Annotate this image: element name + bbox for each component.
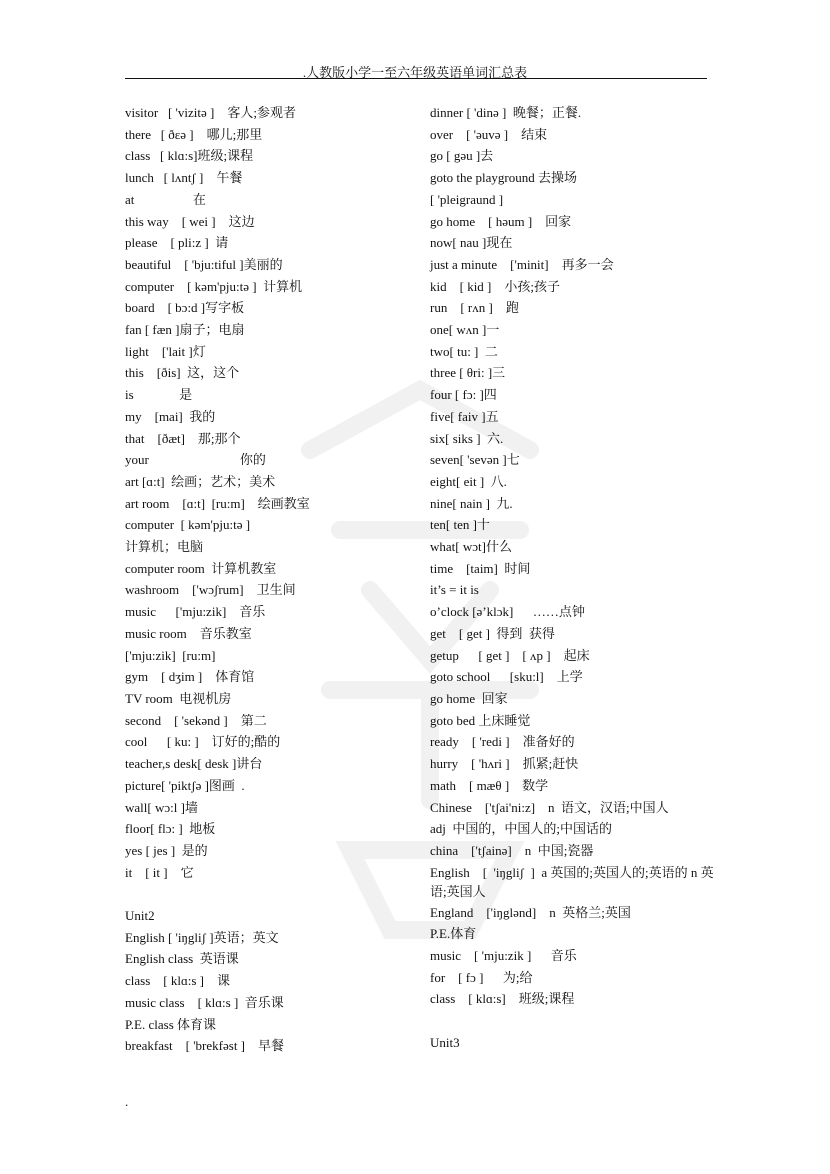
vocab-entry: washroom ['wɔʃrum] 卫生间 xyxy=(125,582,296,598)
vocab-entry: for [ fɔ ] 为;给 xyxy=(430,969,533,985)
vocab-entry: fan [ fæn ]扇子；电扇 xyxy=(125,322,245,338)
vocab-entry: there [ ðεə ] 哪儿;那里 xyxy=(125,126,263,142)
vocab-entry: run [ rʌn ] 跑 xyxy=(430,300,519,316)
vocab-entry: beautiful [ 'bju:tiful ]美丽的 xyxy=(125,256,283,272)
vocab-entry: lunch [ lʌntʃ ] 午餐 xyxy=(125,170,243,186)
vocab-entry: one[ wʌn ]一 xyxy=(430,322,500,338)
vocab-entry: England ['iŋglənd] n 英格兰;英国 xyxy=(430,904,631,920)
vocab-entry: now[ nau ]现在 xyxy=(430,235,513,251)
vocab-entry: class [ klɑ:s]班级;课程 xyxy=(125,148,254,164)
vocab-entry: goto the playground 去操场 xyxy=(430,170,577,186)
vocab-entry: P.E. class 体育课 xyxy=(125,1016,217,1032)
vocab-entry: breakfast [ 'brekfəst ] 早餐 xyxy=(125,1038,285,1054)
vocab-entry: English [ 'iŋgliʃ ]英语；英文 xyxy=(125,929,279,945)
vocab-entry: it [ it ] 它 xyxy=(125,864,194,880)
vocab-entry: art room [ɑ:t] [ru:m] 绘画教室 xyxy=(125,495,310,511)
vocab-entry: P.E.体育 xyxy=(430,926,477,942)
vocab-entry: visitor [ 'vizitə ] 客人;参观者 xyxy=(125,105,296,120)
vocab-entry: china ['tʃainə] n 中国;瓷器 xyxy=(430,842,594,858)
footer-mark: . xyxy=(125,1094,129,1109)
vocab-entry: get [ get ] 得到 获得 xyxy=(430,625,555,641)
vocab-entry: this [ðis] 这，这个 xyxy=(125,365,240,381)
vocab-entry: kid [ kid ] 小孩;孩子 xyxy=(430,278,560,294)
vocab-entry: teacher,s desk[ desk ]讲台 xyxy=(125,756,263,772)
vocab-entry: ten[ ten ]十 xyxy=(430,517,490,533)
vocab-entry: gym [ dʒim ] 体育馆 xyxy=(125,669,255,685)
vocab-entry: art [ɑ:t] 绘画；艺术；美术 xyxy=(125,473,276,489)
vocab-entry: at 在 xyxy=(125,191,206,207)
vocab-entry: your 你的 xyxy=(125,452,266,468)
vocab-entry: getup [ get ] [ ʌp ] 起床 xyxy=(430,647,590,663)
vocab-entry: just a minute ['minit] 再多一会 xyxy=(430,256,614,272)
vocab-entry: please [ pli:z ] 请 xyxy=(125,235,229,251)
header-rule xyxy=(125,78,707,79)
vocab-entry: o’clock [ə’klɔk] ……点钟 xyxy=(430,604,585,620)
vocab-entry: yes [ jes ] 是的 xyxy=(125,842,208,858)
vocab-entry: what[ wɔt]什么 xyxy=(430,539,512,555)
vocab-entry: wall[ wɔ:l ]墙 xyxy=(125,799,198,815)
vocab-entry: three [ θri: ]三 xyxy=(430,365,506,381)
vocab-entry: over [ 'əuvə ] 结束 xyxy=(430,126,548,142)
vocab-entry: go [ gəu ]去 xyxy=(430,148,494,164)
vocab-entry: computer [ kəm'pju:tə ] xyxy=(125,517,251,533)
vocab-entry: four [ fɔ: ]四 xyxy=(430,387,497,403)
blank-line xyxy=(125,883,415,905)
vocab-entry: 计算机；电脑 xyxy=(125,539,204,555)
vocab-entry: [ 'pleigraund ] xyxy=(430,191,504,207)
vocab-entry: Unit3 xyxy=(430,1034,460,1050)
vocab-entry: goto bed 上床睡觉 xyxy=(430,712,531,728)
vocab-entry: ready [ 'redi ] 准备好的 xyxy=(430,734,575,750)
vocab-entry: TV room 电视机房 xyxy=(125,690,232,706)
vocab-entry: seven[ 'sevən ]七 xyxy=(430,452,520,468)
vocab-entry: Unit2 xyxy=(125,908,155,923)
vocab-entry: go home 回家 xyxy=(430,690,508,706)
vocab-entry: English class 英语课 xyxy=(125,951,239,967)
vocab-entry: Chinese ['tʃai'ni:z] n 语文，汉语;中国人 xyxy=(430,799,669,815)
vocab-entry: light ['lait ]灯 xyxy=(125,343,206,359)
vocab-entry: nine[ nain ] 九. xyxy=(430,495,513,511)
vocab-entry: class [ klɑ:s] 班级;课程 xyxy=(430,991,575,1007)
vocab-entry: computer [ kəm'pju:tə ] 计算机 xyxy=(125,278,303,294)
vocab-entry: computer room 计算机教室 xyxy=(125,560,277,576)
vocab-entry: music class [ klɑ:s ] 音乐课 xyxy=(125,994,284,1010)
page-header-title: .人教版小学一至六年级英语单词汇总表 xyxy=(302,65,528,80)
vocab-entry: picture[ 'piktʃə ]图画 . xyxy=(125,777,245,793)
vocab-entry: floor[ flɔ: ] 地板 xyxy=(125,821,216,837)
vocab-entry: hurry [ 'hʌri ] 抓紧;赶快 xyxy=(430,756,579,772)
vocab-entry: goto school [sku:l] 上学 xyxy=(430,669,583,685)
vocab-entry: six[ siks ] 六. xyxy=(430,430,504,446)
vocab-entry: this way [ wei ] 这边 xyxy=(125,213,255,229)
vocab-entry: board [ bɔ:d ]写字板 xyxy=(125,300,245,316)
vocab-entry: five[ faiv ]五 xyxy=(430,408,499,424)
blank-line xyxy=(430,1010,720,1032)
vocab-entry: ['mju:zik] [ru:m] xyxy=(125,647,216,663)
vocab-entry: class [ klɑ:s ] 课 xyxy=(125,973,231,989)
vocab-entry: cool [ ku: ] 订好的;酷的 xyxy=(125,734,281,750)
vocab-entry: that [ðæt] 那;那个 xyxy=(125,430,241,446)
vocab-entry: music ['mju:zik] 音乐 xyxy=(125,604,266,620)
vocab-entry: adj 中国的，中国人的;中国话的 xyxy=(430,821,612,837)
vocab-entry: time [taim] 时间 xyxy=(430,560,531,576)
vocab-entry: go home [ həum ] 回家 xyxy=(430,213,572,229)
vocab-entry: music room 音乐教室 xyxy=(125,625,252,641)
right-word-column xyxy=(430,102,720,1054)
vocab-entry: math [ mæθ ] 数学 xyxy=(430,777,549,793)
vocab-entry: two[ tu: ] 二 xyxy=(430,343,498,359)
vocab-entry: eight[ eit ] 八. xyxy=(430,473,507,489)
vocab-entry: dinner [ 'dinə ] 晚餐；正餐. xyxy=(430,105,582,120)
left-word-column xyxy=(125,102,415,1057)
vocab-entry: my [mai] 我的 xyxy=(125,408,216,424)
vocab-entry: music [ 'mju:zik ] 音乐 xyxy=(430,948,577,964)
vocab-entry: English [ 'iŋgliʃ ] a 英国的;英国人的;英语的 n 英语;英国人 xyxy=(430,864,714,899)
vocab-entry: is 是 xyxy=(125,387,193,403)
vocab-entry: it’s = it is xyxy=(430,582,479,598)
vocab-entry: second [ 'sekənd ] 第二 xyxy=(125,712,267,728)
